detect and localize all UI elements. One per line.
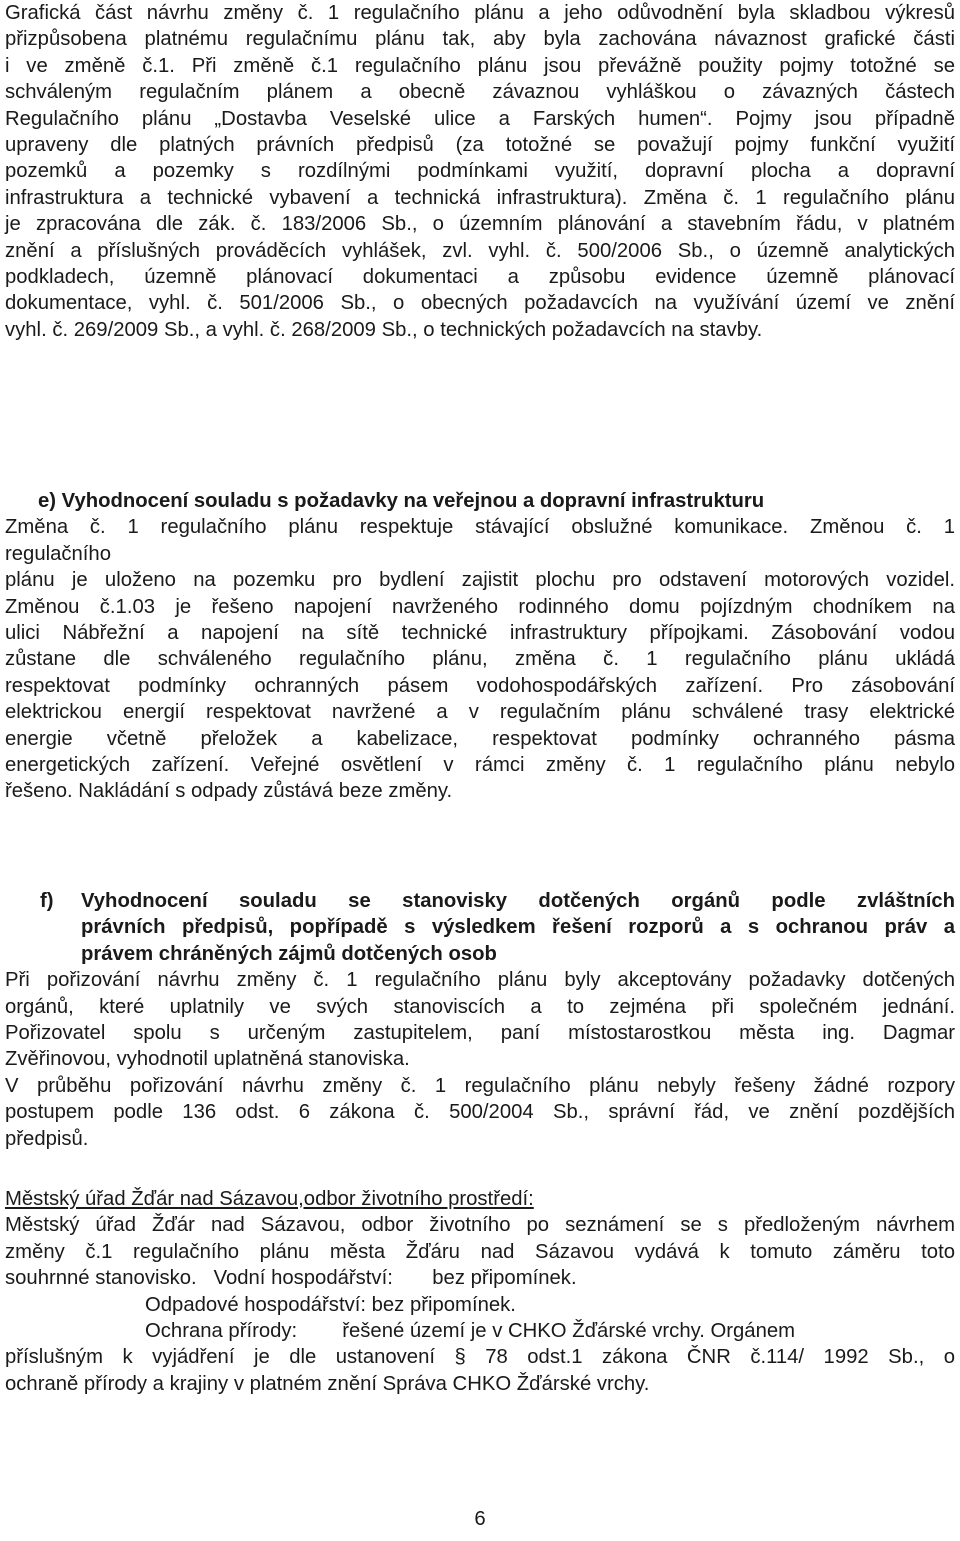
section-f-heading-line: právem chráněných zájmů dotčených osob	[81, 942, 497, 965]
intro-line: Grafická část návrhu změny č. 1 regulačního plánu a jeho odůvodnění byla skladbou výkresů	[5, 2, 955, 24]
nature-continuation: ochraně přírody a krajiny v platném znění Správa CHKO Žďárské vrchy.	[5, 1372, 650, 1395]
section-f-paragraph2-line: postupem podle 136 odst. 6 zákona č. 500/2004 Sb., správní řád, ve znění pozdějších	[5, 1101, 955, 1124]
intro-line: vyhl. č. 269/2009 Sb., a vyhl. č. 268/2009 Sb., o technických požadavcích na stavby.	[5, 318, 763, 341]
section-e-line: ulici Nábřežní a napojení na sítě technické infrastruktury přípojkami. Zásobování vodou	[5, 622, 955, 645]
authority-title: Městský úřad Žďár nad Sázavou,odbor životního prostředí:	[5, 1188, 534, 1210]
section-f-paragraph1-line: Pořizovatel spolu s určeným zastupitelem, paní místostarostkou města ing. Dagmar	[5, 1022, 955, 1045]
intro-paragraph	[5, 0, 955, 343]
intro-line: dokumentace, vyhl. č. 501/2006 Sb., o obecných požadavcích na využívání území ve znění	[5, 292, 955, 315]
section-f-paragraph1-line: orgánů, které uplatnily ve svých stanoviscích a to zejména při společném jednání.	[5, 995, 955, 1018]
section-e-line: plánu je uloženo na pozemku pro bydlení zajistit plochu pro odstavení motorových vozidel.	[5, 569, 955, 592]
section-e-line: elektrickou energií respektovat navržené a v regulačním plánu schválené trasy elektrické	[5, 701, 955, 724]
section-f-heading-line: Vyhodnocení souladu se stanovisky dotčených orgánů podle zvláštních	[81, 890, 955, 912]
page-number: 6	[474, 1508, 486, 1530]
section-f-paragraph1-line: Při pořizování návrhu změny č. 1 regulačního plánu byly akceptovány požadavky dotčených	[5, 969, 955, 992]
section-e-line: řešeno. Nakládání s odpady zůstává beze změny.	[5, 780, 453, 803]
waste-line: Odpadové hospodářství: bez připomínek.	[145, 1293, 516, 1316]
section-f-heading	[5, 888, 955, 967]
authority-line: Městský úřad Žďár nad Sázavou, odbor životního po seznámení se s předloženým návrhem	[5, 1214, 955, 1237]
nature-line: Ochrana přírody: řešené území je v CHKO Žďárské vrchy. Orgánem	[145, 1320, 796, 1343]
section-f-marker: f)	[40, 890, 54, 912]
section-e-line: energetických zařízení. Veřejné osvětlení v rámci změny č. 1 regulačního plánu nebylo	[5, 754, 955, 777]
section-f	[5, 888, 955, 1152]
section-e-line: regulačního	[5, 542, 111, 565]
section-e-line: Změnou č.1.03 je řešeno napojení navrženého rodinného domu pojízdným chodníkem na	[5, 595, 955, 618]
intro-line: přizpůsobena platnému regulačnímu plánu tak, aby byla zachována návaznost grafické části	[5, 28, 955, 51]
section-e-line: respektovat podmínky ochranných pásem vodohospodářských zařízení. Pro zásobování	[5, 674, 955, 697]
intro-line: pozemků a pozemky s rozdílnými podmínkami využití, dopravní plocha a dopravní	[5, 160, 955, 183]
section-f-heading-line: právních předpisů, popřípadě s výsledkem řešení rozporů a s ochranou práv a	[81, 916, 955, 939]
section-f-paragraph2-line: V průběhu pořizování návrhu změny č. 1 regulačního plánu nebyly řešeny žádné rozpory	[5, 1074, 955, 1097]
intro-line: znění a příslušných prováděcích vyhlášek, zvl. vyhl. č. 500/2006 Sb., o územně analytických	[5, 239, 955, 262]
section-e	[5, 488, 955, 805]
section-e-line: Změna č. 1 regulačního plánu respektuje stávající obslužné komunikace. Změnou č. 1	[5, 516, 955, 539]
intro-line: schváleným regulačním plánem a obecně závaznou vyhláškou o závazných částech	[5, 81, 955, 104]
section-e-line: zůstane dle schváleného regulačního plánu, změna č. 1 regulačního plánu ukládá	[5, 648, 955, 671]
nature-continuation: příslušným k vyjádření je dle ustanovení § 78 odst.1 zákona ČNR č.114/ 1992 Sb., o	[5, 1346, 955, 1369]
intro-line: podkladech, územně plánovací dokumentaci a způsobu evidence územně plánovací	[5, 266, 955, 289]
authority-line: změny č.1 regulačního plánu města Žďáru nad Sázavou vydává k tomuto záměru toto	[5, 1240, 955, 1263]
authority-title-row	[5, 1186, 955, 1212]
authority-statement	[5, 1186, 955, 1397]
intro-line: je zpracována dle zák. č. 183/2006 Sb., o územním plánování a stavebním řádu, v platném	[5, 213, 955, 236]
section-e-line: energie včetně přeložek a kabelizace, respektovat podmínky ochranného pásma	[5, 727, 955, 750]
section-f-paragraph2-line: předpisů.	[5, 1127, 89, 1150]
authority-line: souhrnné stanovisko. Vodní hospodářství: bez připomínek.	[5, 1267, 577, 1290]
intro-line: Regulačního plánu „Dostavba Veselské ulice a Farských humen“. Pojmy jsou případně	[5, 107, 955, 130]
intro-line: upraveny dle platných právních předpisů (za totožné se považují pojmy funkční využití	[5, 134, 955, 157]
section-f-paragraph1-line: Zvěřinovou, vyhodnotil uplatněná stanoviska.	[5, 1048, 410, 1071]
intro-line: infrastruktura a technické vybavení a technická infrastruktura). Změna č. 1 regulačního plánu	[5, 186, 955, 209]
section-e-heading: e) Vyhodnocení souladu s požadavky na veřejnou a dopravní infrastrukturu	[38, 490, 765, 512]
intro-line: i ve změně č.1. Při změně č.1 regulačního plánu jsou převážně použity pojmy totožné se	[5, 54, 955, 77]
